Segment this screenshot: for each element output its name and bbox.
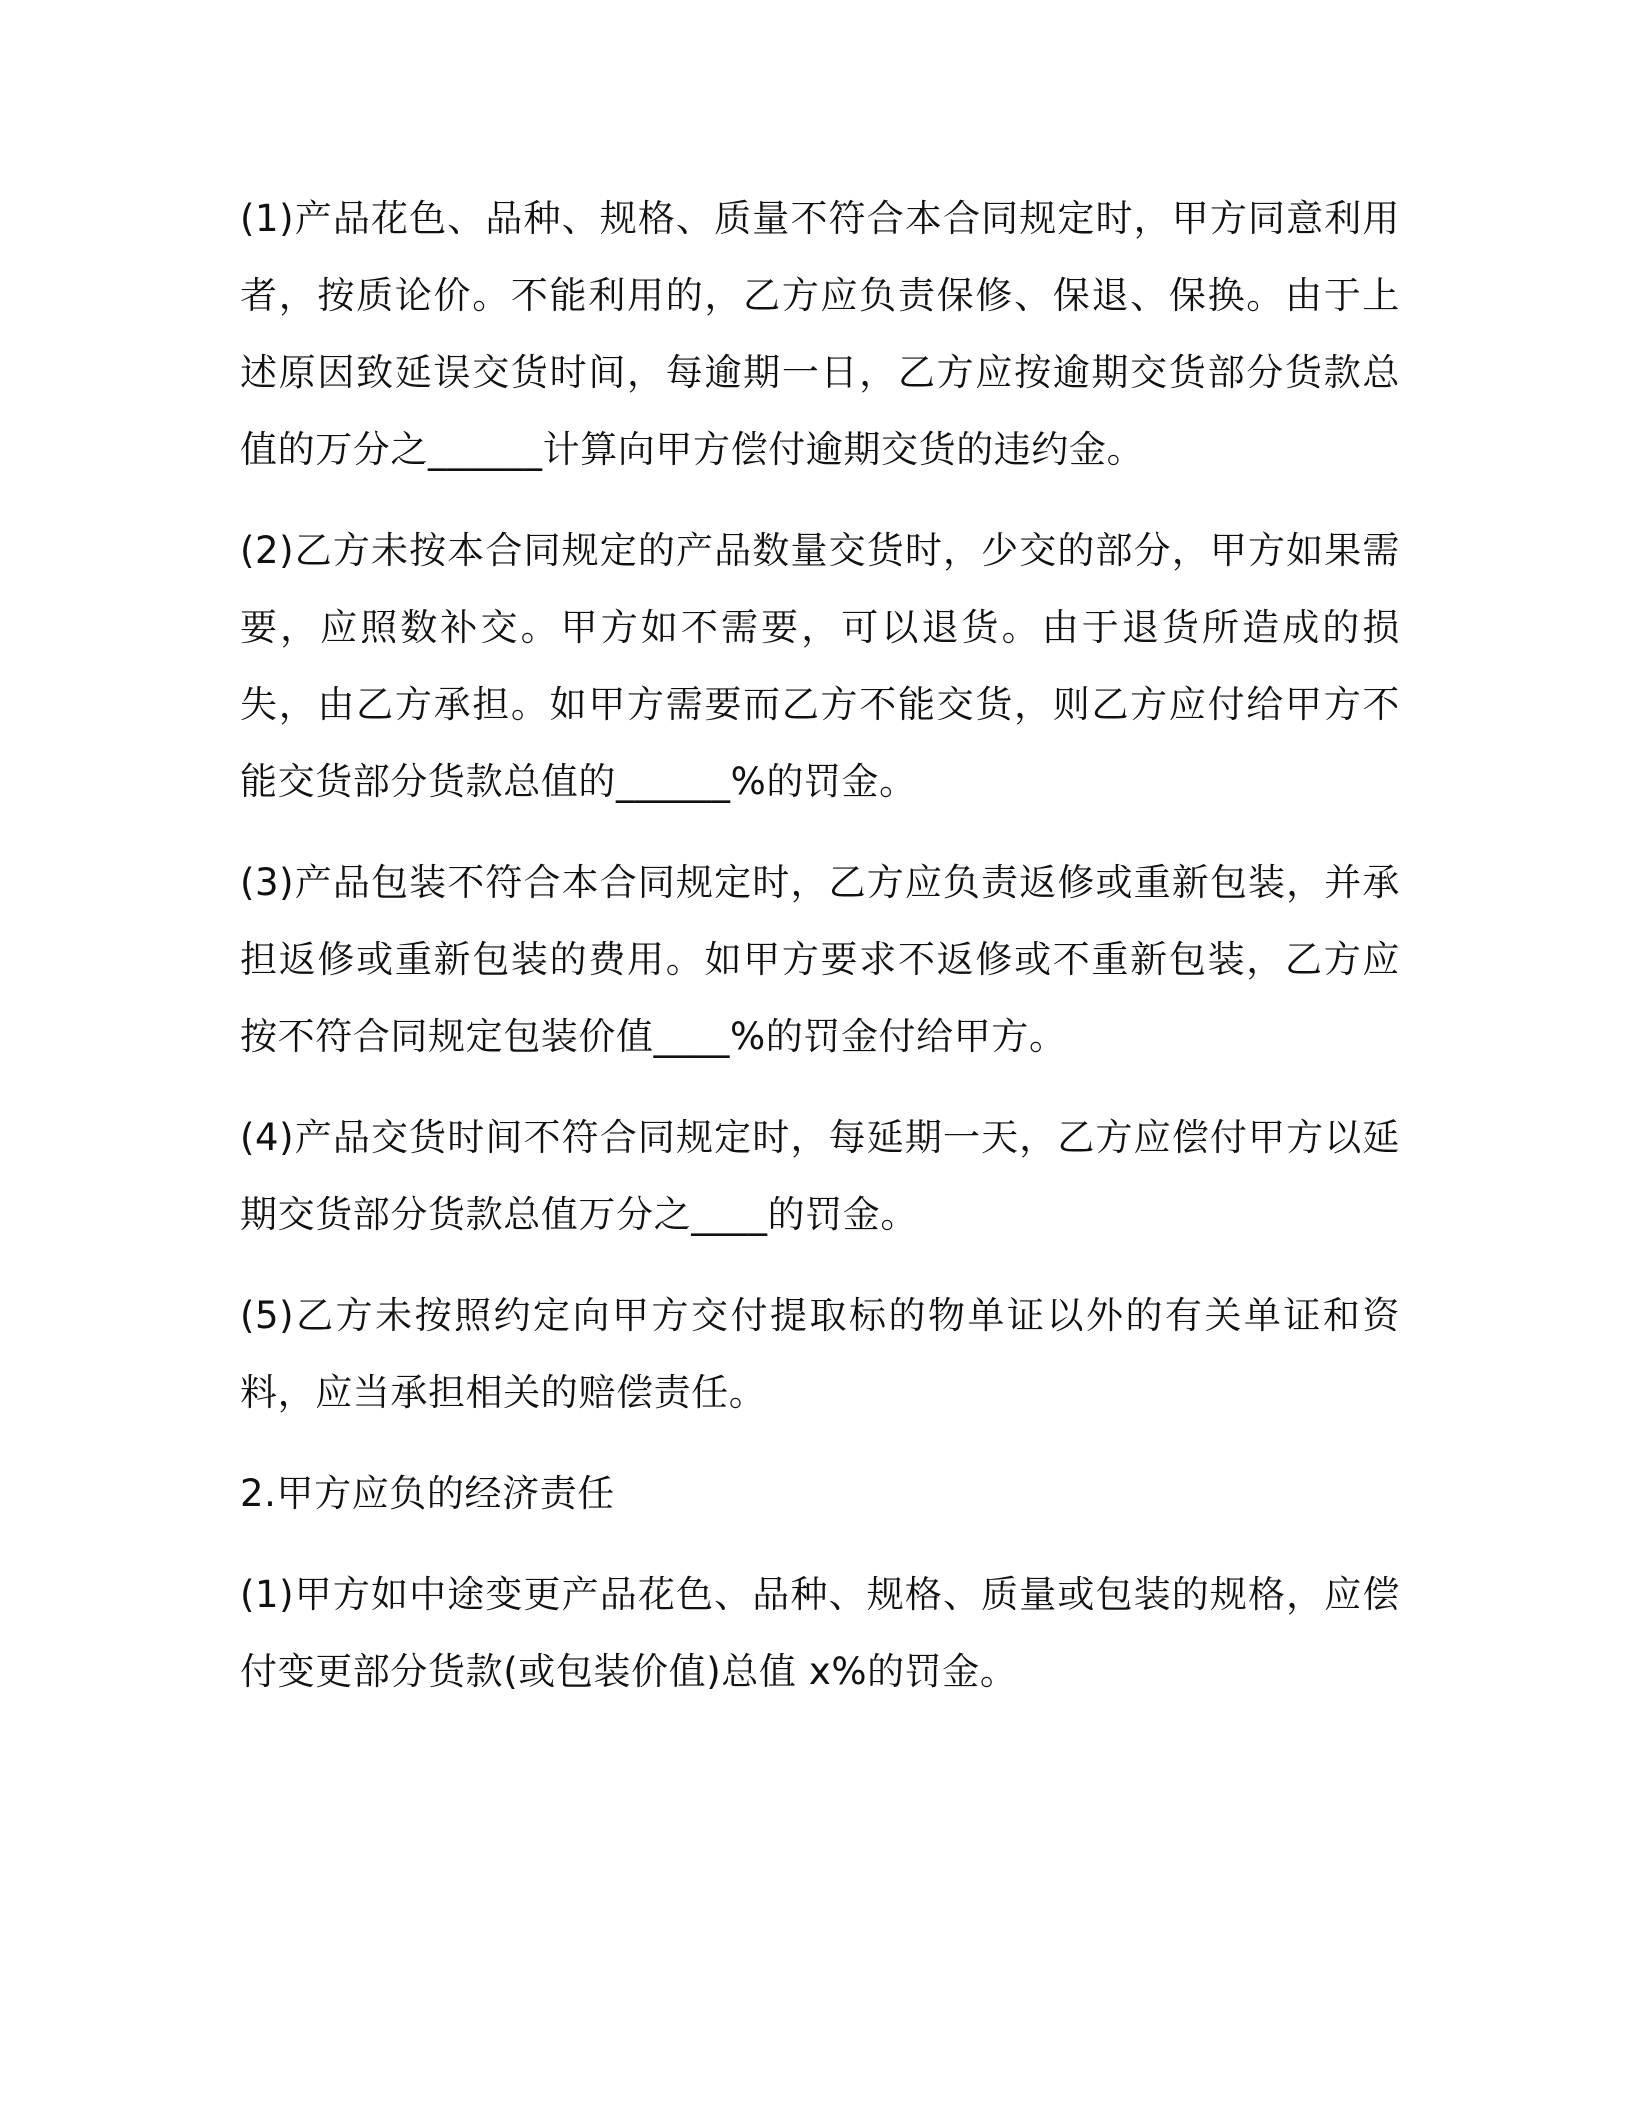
clause-2-1-paragraph: (1)甲方如中途变更产品花色、品种、规格、质量或包装的规格，应偿付变更部分货款(或包装价值)总值 x%的罚金。 (240, 1573, 1400, 1693)
section-2-heading: 2.甲方应负的经济责任 (240, 1472, 615, 1515)
clause-1-3-paragraph: (3)产品包装不符合本合同规定时，乙方应负责返修或重新包装，并承担返修或重新包装的费用。如甲方要求不返修或不重新包装，乙方应按不符合同规定包装价值____%的罚金付给甲方。 (240, 861, 1400, 1058)
document-body (240, 180, 1400, 1734)
clause-1-2-paragraph: (2)乙方未按本合同规定的产品数量交货时，少交的部分，甲方如果需要，应照数补交。甲方如不需要，可以退货。由于退货所造成的损失，由乙方承担。如甲方需要而乙方不能交货，则乙方应付给甲方不能交货部分货款总值的______%的罚金。 (240, 529, 1400, 803)
clause-1-5-paragraph: (5)乙方未按照约定向甲方交付提取标的物单证以外的有关单证和资料，应当承担相关的赔偿责任。 (240, 1294, 1400, 1414)
clause-1-1-paragraph: (1)产品花色、品种、规格、质量不符合本合同规定时，甲方同意利用者，按质论价。不能利用的，乙方应负责保修、保退、保换。由于上述原因致延误交货时间，每逾期一日，乙方应按逾期交货部分货款总值的万分之______计算向甲方偿付逾期交货的违约金。 (240, 197, 1400, 471)
clause-1-4-paragraph: (4)产品交货时间不符合同规定时，每延期一天，乙方应偿付甲方以延期交货部分货款总值万分之____的罚金。 (240, 1116, 1400, 1236)
